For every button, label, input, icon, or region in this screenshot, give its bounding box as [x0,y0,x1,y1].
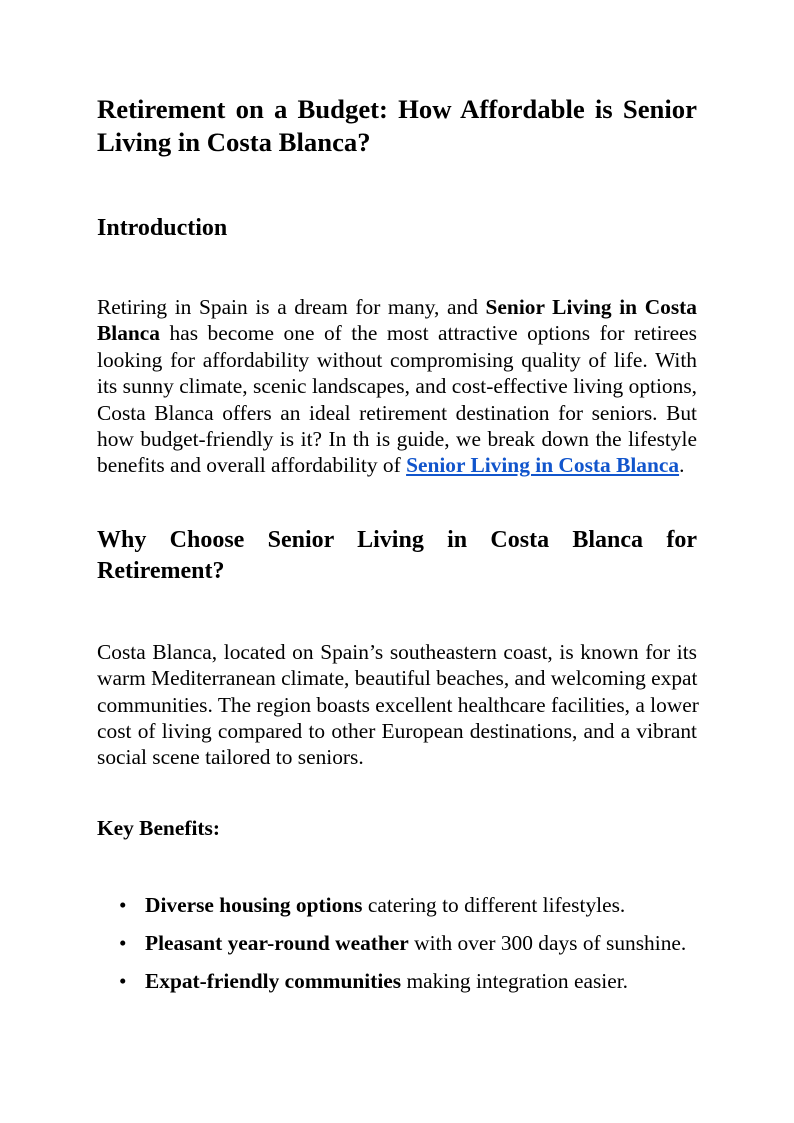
key-benefits-label [97,815,697,841]
paragraph-why-choose [97,639,697,771]
bullet-icon: • [119,931,127,956]
text-run: Living in Costa Blanca? [97,126,371,157]
paragraph-why-choose-line [97,665,697,691]
bullet-icon: • [119,969,127,994]
paragraph-why-choose-line [97,692,697,718]
text-run: has become one of the most attractive options for retirees [160,321,697,346]
paragraph-introduction [97,294,697,479]
document-title-line [97,126,697,159]
text-run: its sunny climate, scenic landscapes, and cost-effective living options, [97,374,697,399]
senior-living-link[interactable]: Senior Living in Costa Blanca [406,453,680,478]
list-item [97,930,697,956]
bold-text-run: Blanca [97,321,160,346]
text-run: Retiring in Spain is a dream for many, and [97,295,486,319]
text-run: Costa Blanca offers an ideal retirement destination for seniors. But [97,400,697,425]
bold-text-run: Expat-friendly communities [145,969,402,994]
bullet-icon: • [119,893,127,918]
document-title-line [97,93,697,126]
key-benefits-label-line [97,815,697,841]
paragraph-why-choose-line [97,744,697,770]
bold-text-run: Diverse housing options [145,893,363,918]
text-run: Costa Blanca, located on Spain’s southeastern coast, is known for its [97,639,697,664]
text-run: Retirement? [97,557,225,584]
bold-text-run: Pleasant year-round weather [145,931,409,956]
text-run: making integration easier. [401,969,629,994]
list-item [97,968,697,994]
heading-why-choose-line [97,556,697,587]
text-run: . [679,453,685,478]
text-run: social scene tailored to seniors. [97,745,364,770]
list-item-text [145,969,628,993]
text-run: Introduction [97,215,228,241]
text-run: warm Mediterranean climate, beautiful beaches, and welcoming expat [97,666,698,691]
document-title [97,93,697,158]
paragraph-introduction-line [97,452,697,478]
heading-why-choose-line [97,525,697,556]
list-item-text [145,893,625,917]
list-item-text [145,931,686,955]
text-run: benefits and overall affordability of [97,453,407,478]
text-run: Why Choose Senior Living in Costa Blanca for [97,526,697,553]
text-run: looking for affordability without compromising quality of life. With [97,347,697,372]
bold-text-run: Senior Living in Costa [485,295,697,319]
paragraph-introduction-line [97,320,697,346]
key-benefits-list [97,892,697,994]
paragraph-why-choose-line [97,639,697,665]
text-run: cost of living compared to other European destinations, and a vibrant [97,719,697,744]
paragraph-introduction-line [97,347,697,373]
paragraph-introduction-line [97,400,697,426]
paragraph-introduction-line [97,294,697,320]
paragraph-why-choose-line [97,718,697,744]
heading-why-choose [97,525,697,587]
text-run: communities. The region boasts excellent healthcare facilities, a lower [97,692,699,717]
heading-introduction-line [97,213,697,244]
text-run: how budget-friendly is it? In th is guide, we break down the lifestyle [97,427,697,452]
list-item [97,892,697,918]
text-run: Retirement on a Budget: How Affordable is Senior [97,94,697,124]
bold-text-run: Key Benefits: [97,815,220,840]
heading-introduction [97,213,697,244]
paragraph-introduction-line [97,373,697,399]
text-run: catering to different lifestyles. [362,893,626,918]
text-run: with over 300 days of sunshine. [408,931,687,956]
page-content [97,93,697,995]
paragraph-introduction-line [97,426,697,452]
